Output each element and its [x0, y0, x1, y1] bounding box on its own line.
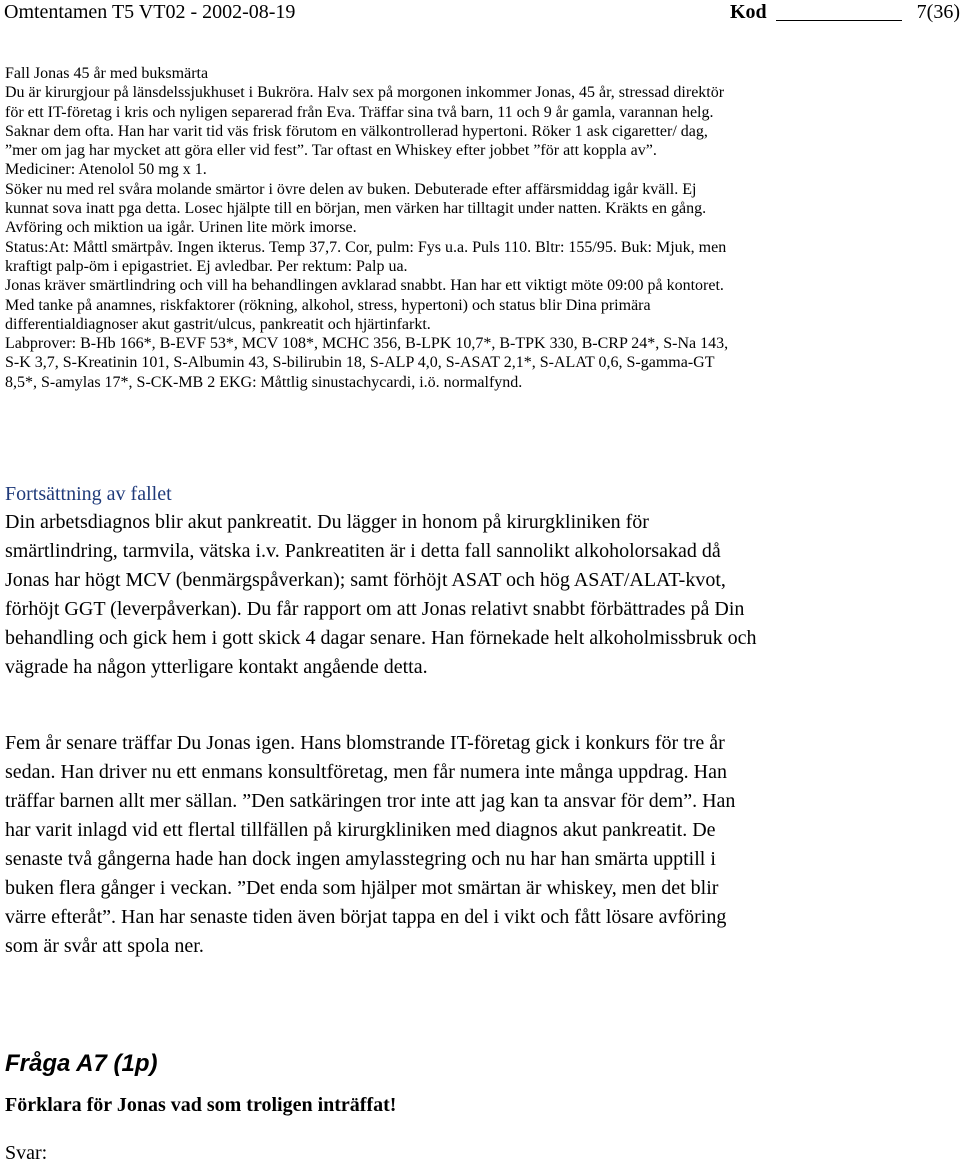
- question-heading: Fråga A7 (1p): [5, 1050, 158, 1077]
- case-line: Mediciner: Atenolol 50 mg x 1.: [5, 161, 207, 179]
- later-line: värre efteråt”. Han har senaste tiden även börjat tappa en del i vikt och fått lösare avföring: [5, 906, 727, 928]
- page-header: [0, 0, 960, 40]
- case-line: Fall Jonas 45 år med buksmärta: [5, 65, 209, 82]
- case-line: differentialdiagnoser akut gastrit/ulcus, pankreatit och hjärtinfarkt.: [5, 315, 431, 333]
- case-line: Avföring och miktion ua igår. Urinen lite mörk imorse.: [5, 219, 357, 237]
- later-line: senaste två gångerna hade han dock ingen amylasstegring och nu har han smärta upptill i: [5, 848, 716, 870]
- later-line: Fem år senare träffar Du Jonas igen. Hans blomstrande IT-företag gick i konkurs för tre år: [5, 732, 725, 754]
- question-text: Förklara för Jonas vad som troligen inträffat!: [5, 1094, 397, 1116]
- case-line: ”mer om jag har mycket att göra eller vid fest”. Tar oftast en Whiskey efter jobbet ”för att koppla av”.: [5, 142, 657, 160]
- case-line: Status:At: Måttl smärtpåv. Ingen ikterus. Temp 37,7. Cor, pulm: Fys u.a. Puls 110. Bltr: 155/95. Buk: Mjuk, men: [5, 238, 727, 256]
- case-line: S-K 3,7, S-Kreatinin 101, S-Albumin 43, S-bilirubin 18, S-ALP 4,0, S-ASAT 2,1*, S-ALAT 0,6, S-gamma-GT: [5, 354, 715, 372]
- continuation-line: smärtlindring, tarmvila, vätska i.v. Pankreatiten är i detta fall sannolikt alkoholorsakad då: [5, 540, 721, 562]
- continuation-line: Jonas har högt MCV (benmärgspåverkan); samt förhöjt ASAT och hög ASAT/ALAT-kvot,: [5, 569, 726, 591]
- page-number: 7(36): [916, 1, 960, 23]
- exam-title: Omtentamen T5 VT02 - 2002-08-19: [4, 1, 296, 23]
- case-line: för ett IT-företag i kris och nyligen separerad från Eva. Träffar sina två barn, 11 och 9 år gamla, varannan helg.: [5, 103, 714, 121]
- later-line: träffar barnen allt mer sällan. ”Den satkäringen tror inte att jag kan ta ansvar för dem”. Han: [5, 790, 736, 812]
- continuation-line: Din arbetsdiagnos blir akut pankreatit. Du lägger in honom på kirurgkliniken för: [5, 511, 649, 533]
- case-line: kunnat sova inatt pga detta. Losec hjälpte till en början, men värken har tilltagit under natten. Kräkts en gång.: [5, 200, 707, 218]
- case-line: Labprover: B-Hb 166*, B-EVF 53*, MCV 108*, MCHC 356, B-LPK 10,7*, B-TPK 330, B-CRP 24*, S-Na 143,: [5, 335, 729, 353]
- case-line: Söker nu med rel svåra molande smärtor i övre delen av buken. Debuterade efter affärsmiddag igår kväll. Ej: [5, 180, 697, 198]
- case-line: Jonas kräver smärtlindring och vill ha behandlingen avklarad snabbt. Han har ett viktigt möte 09:00 på kontoret.: [5, 277, 724, 295]
- continuation-line: behandling och gick hem i gott skick 4 dagar senare. Han förnekade helt alkoholmissbruk och: [5, 627, 757, 649]
- answer-label: Svar:: [5, 1142, 48, 1164]
- kod-label: Kod: [730, 1, 767, 23]
- case-line: Du är kirurgjour på länsdelssjukhuset i Bukröra. Halv sex på morgonen inkommer Jonas, 45 år, stressad direktör: [5, 84, 725, 102]
- continuation-line: vägrade ha någon ytterligare kontakt angående detta.: [5, 656, 428, 678]
- continuation-line: förhöjt GGT (leverpåverkan). Du får rapport om att Jonas relativt snabbt förbättrades på Din: [5, 598, 745, 620]
- later-line: har varit inlagd vid ett flertal tillfällen på kirurgkliniken med diagnos akut pankreatit. De: [5, 819, 716, 841]
- later-line: buken flera gånger i veckan. ”Det enda som hjälper mot smärtan är whiskey, men det blir: [5, 877, 719, 899]
- case-line: 8,5*, S-amylas 17*, S-CK-MB 2 EKG: Måttlig sinustachycardi, i.ö. normalfynd.: [5, 373, 523, 391]
- continuation-heading: Fortsättning av fallet: [5, 483, 172, 505]
- later-text: [5, 729, 955, 961]
- later-line: som är svår att spola ner.: [5, 935, 204, 957]
- case-description: [5, 64, 955, 392]
- continuation-text: [5, 508, 955, 682]
- later-line: sedan. Han driver nu ett enmans konsultföretag, men får numera inte många uppdrag. Han: [5, 761, 727, 783]
- kod-field-line[interactable]: [776, 20, 902, 21]
- case-line: Saknar dem ofta. Han har varit tid väs frisk förutom en välkontrollerad hypertoni. Röker 1 ask cigaretter/ dag,: [5, 122, 708, 140]
- case-line: Med tanke på anamnes, riskfaktorer (rökning, alkohol, stress, hypertoni) och status blir Dina primära: [5, 296, 651, 314]
- case-line: kraftigt palp-öm i epigastriet. Ej avledbar. Per rektum: Palp ua.: [5, 257, 408, 275]
